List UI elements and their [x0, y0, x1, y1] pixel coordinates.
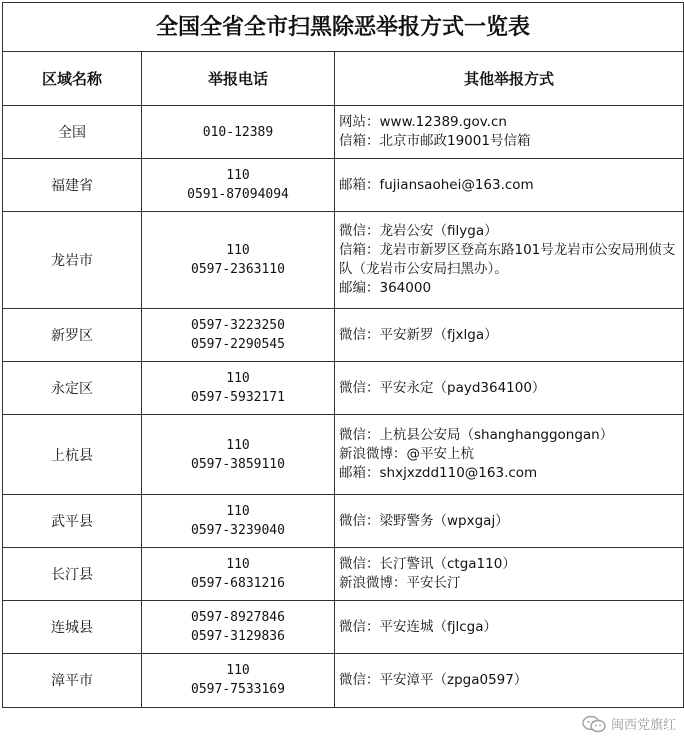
other-method-cell: [335, 495, 684, 548]
other-method-line: 微信：长汀警讯（ctga110）: [339, 556, 516, 572]
table-row: [3, 212, 683, 309]
phone-number: 0597-8927846: [191, 610, 285, 625]
other-method-line: 邮箱：fujiansaohei@163.com: [339, 176, 534, 193]
region-cell: 上杭县: [3, 415, 142, 495]
page-title: 全国全省全市扫黑除恶举报方式一览表: [3, 3, 683, 52]
phone-number: 0597-3129836: [191, 629, 285, 644]
watermark: [581, 714, 676, 733]
header-phone: 举报电话: [142, 52, 335, 106]
phone-cell: [142, 654, 335, 707]
region-cell: 龙岩市: [3, 212, 142, 309]
phone-number: 0597-5932171: [191, 390, 285, 405]
table-row: [3, 654, 683, 707]
other-method-line: 网站：www.12389.gov.cn: [339, 114, 507, 130]
table-row: [3, 495, 683, 548]
other-method-line: 新浪微博：@平安上杭: [339, 446, 474, 462]
phone-number: 110: [226, 243, 250, 258]
wechat-icon: [581, 715, 607, 733]
region-cell: 永定区: [3, 362, 142, 415]
table-row: [3, 601, 683, 654]
other-method-cell: [335, 212, 684, 309]
other-method-line: 邮编：364000: [339, 280, 432, 296]
table-header-row: [3, 52, 683, 106]
report-table-sheet: [2, 2, 684, 708]
phone-number: 0597-6831216: [191, 576, 285, 591]
table-row: [3, 106, 683, 159]
report-table: [3, 52, 683, 707]
watermark-text: 闽西党旗红: [610, 718, 676, 733]
phone-number: 0597-3859110: [191, 456, 285, 472]
other-method-line: 微信：平安漳平（zpga0597）: [339, 671, 528, 688]
phone-number: 0591-87094094: [187, 187, 289, 202]
other-method-cell: [335, 548, 684, 601]
phone-number: 110: [226, 371, 250, 386]
table-row: [3, 309, 683, 362]
header-region: 区域名称: [3, 52, 142, 106]
table-row: [3, 159, 683, 212]
other-method-line: 微信：平安永定（payd364100）: [339, 379, 546, 396]
table-body: [3, 106, 683, 707]
phone-number: 110: [226, 168, 250, 183]
phone-number: 010-12389: [202, 124, 274, 140]
phone-number: 0597-3239040: [191, 523, 285, 538]
region-cell: 新罗区: [3, 309, 142, 362]
table-row: [3, 415, 683, 495]
other-method-cell: [335, 654, 684, 707]
other-method-cell: [335, 106, 684, 159]
region-cell: 全国: [3, 106, 142, 159]
table-row: [3, 548, 683, 601]
phone-cell: [142, 601, 335, 654]
region-cell: 武平县: [3, 495, 142, 548]
phone-cell: [142, 548, 335, 601]
other-method-line: 微信：龙岩公安（filyga）: [339, 223, 498, 239]
other-method-line: 信箱：北京市邮政19001号信箱: [339, 133, 531, 149]
phone-number: 0597-3223250: [191, 318, 285, 333]
phone-number: 110: [226, 504, 250, 519]
phone-number: 0597-2363110: [191, 262, 285, 277]
other-method-line: 微信：平安新罗（fjxlga）: [339, 326, 498, 343]
region-cell: 长汀县: [3, 548, 142, 601]
phone-cell: [142, 415, 335, 495]
phone-cell: [142, 362, 335, 415]
other-method-line: 新浪微博：平安长汀: [339, 575, 461, 591]
other-method-cell: [335, 159, 684, 212]
other-method-cell: [335, 601, 684, 654]
other-method-line: 微信：梁野警务（wpxgaj）: [339, 512, 509, 529]
other-method-line: 微信：平安连城（fjlcga）: [339, 618, 498, 635]
phone-number: 110: [226, 437, 250, 453]
other-method-cell: [335, 309, 684, 362]
header-other: 其他举报方式: [335, 52, 684, 106]
region-cell: 漳平市: [3, 654, 142, 707]
phone-cell: [142, 495, 335, 548]
phone-cell: [142, 309, 335, 362]
phone-number: 110: [226, 557, 250, 572]
other-method-line: 邮箱：shxjxzdd110@163.com: [339, 465, 538, 481]
other-method-line: 微信：上杭县公安局（shanghanggongan）: [339, 427, 614, 443]
phone-cell: [142, 212, 335, 309]
other-method-cell: [335, 362, 684, 415]
region-cell: 连城县: [3, 601, 142, 654]
phone-number: 110: [226, 663, 250, 679]
table-row: [3, 362, 683, 415]
phone-cell: [142, 106, 335, 159]
other-method-line: 信箱：龙岩市新罗区登高东路101号龙岩市公安局刑侦支队（龙岩市公安局扫黑办）。: [339, 242, 676, 277]
region-cell: 福建省: [3, 159, 142, 212]
phone-cell: [142, 159, 335, 212]
other-method-cell: [335, 415, 684, 495]
phone-number: 0597-7533169: [191, 682, 285, 698]
phone-number: 0597-2290545: [191, 337, 285, 352]
